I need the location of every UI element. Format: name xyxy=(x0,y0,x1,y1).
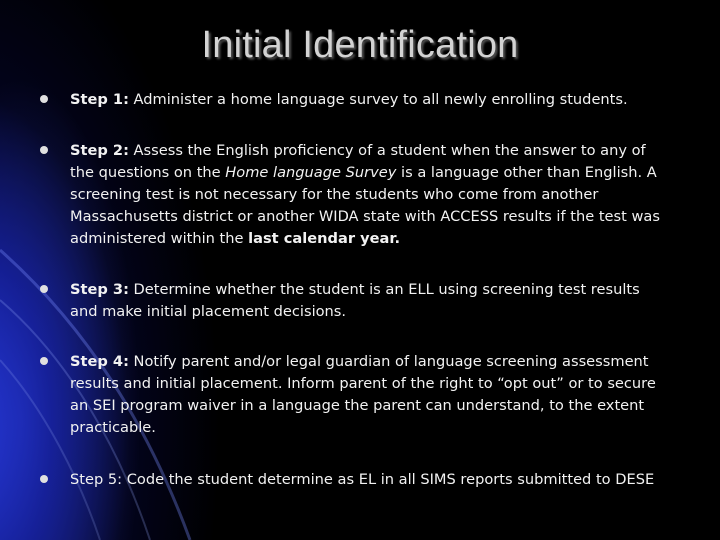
step-body: Notify parent and/or legal guardian of language screening assessment results and initial placement. Inform parent of the right to “opt out” or to secure an SEI program waiver in a language the parent can understand, to the extent practicable. xyxy=(70,353,656,436)
step-text xyxy=(70,469,670,491)
bullet-icon xyxy=(40,285,48,293)
bullet-icon xyxy=(40,95,48,103)
step-body: Administer a home language survey to all newly enrolling students. xyxy=(128,91,628,108)
step-text xyxy=(70,279,670,323)
bullet-icon xyxy=(40,357,48,365)
bullet-icon xyxy=(40,475,48,483)
step-emphasis: Home language Survey xyxy=(225,164,397,181)
step-text xyxy=(70,351,670,439)
bullet-icon xyxy=(40,146,48,154)
step-strong: last calendar year. xyxy=(248,230,401,247)
step-text xyxy=(70,140,670,250)
step-body: is a language other than English. A screening test is not necessary for the students who come from another Massachusetts district or another WIDA state with ACCESS results if the test was administered within the xyxy=(70,164,660,247)
step-body: Step 5: Code the student determine as EL in all SIMS reports submitted to DESE xyxy=(70,471,655,488)
step-item-1 xyxy=(70,89,670,111)
step-item-3 xyxy=(70,279,670,323)
step-text xyxy=(70,89,670,111)
step-label: Step 1: xyxy=(70,91,129,108)
step-label: Step 4: xyxy=(70,353,129,370)
step-label: Step 3: xyxy=(70,281,129,298)
step-item-5 xyxy=(70,469,670,491)
slide-title: Initial Identification xyxy=(201,24,519,66)
step-item-4 xyxy=(70,351,670,439)
step-body: Assess the English proficiency of a student when the answer to any of the questions on the xyxy=(70,142,646,181)
step-body: Determine whether the student is an ELL using screening test results and make initial placement decisions. xyxy=(70,281,640,320)
step-item-2 xyxy=(70,140,670,250)
step-label: Step 2: xyxy=(70,142,129,159)
